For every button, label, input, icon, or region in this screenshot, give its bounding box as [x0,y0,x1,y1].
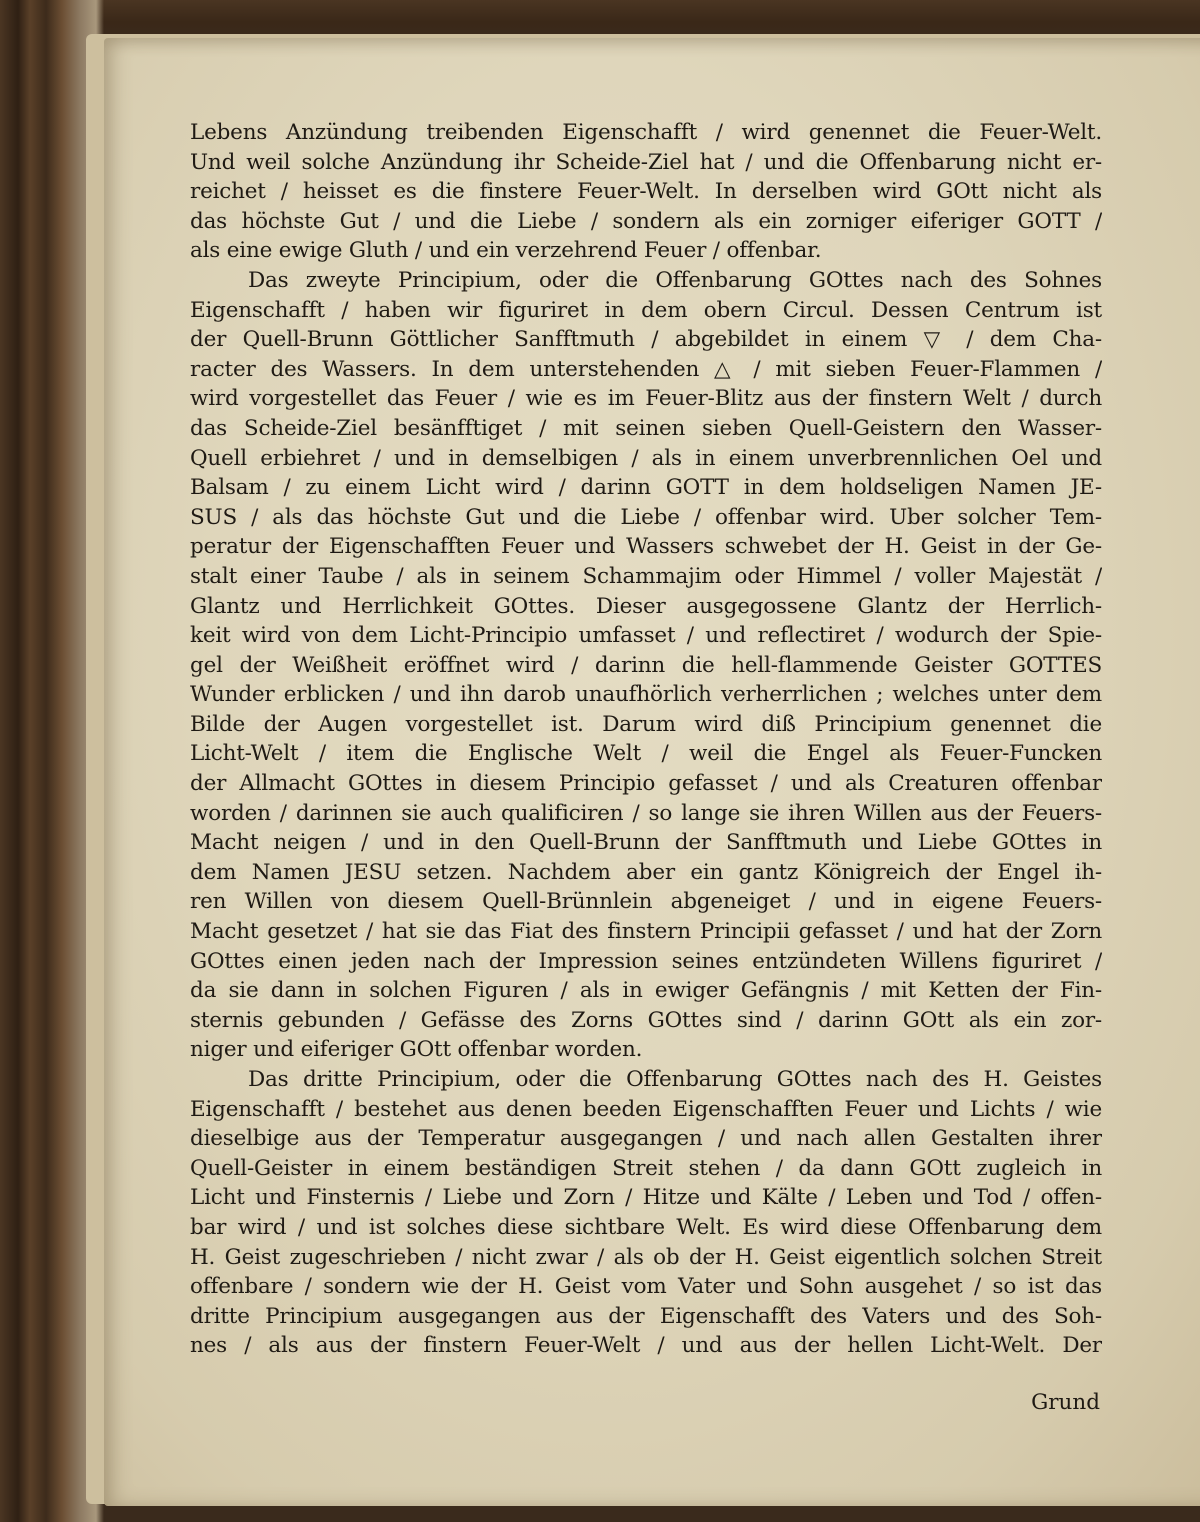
page-text [190,118,1102,1361]
text-line: da sie dann in solchen Figuren / als in ewiger Gefängnis / mit Ketten der Fin- [190,978,1102,1004]
text-line: offenbare / sondern wie der H. Geist vom Vater und Sohn ausgehet / so ist das [190,1274,1102,1300]
text-line: H. Geist zugeschrieben / nicht zwar / als ob der H. Geist eigentlich solchen Streit [190,1244,1102,1270]
text-line: Licht-Welt / item die Englische Welt / weil die Engel als Feuer-Funcken [190,741,1102,767]
text-line: worden / darinnen sie auch qualificiren / so lange sie ihren Willen aus der Feuers- [190,800,1102,826]
text-line: reichet / heisset es die finstere Feuer-Welt. In derselben wird GOtt nicht als [190,179,1102,205]
text-line: der Quell-Brunn Göttlicher Sanfftmuth / abgebildet in einem ▽ / dem Cha- [190,327,1102,353]
text-line: Balsam / zu einem Licht wird / darinn GOTT in dem holdseligen Namen JE- [190,475,1102,501]
text-line: nes / als aus der finstern Feuer-Welt / und aus der hellen Licht-Welt. Der [190,1333,1102,1359]
text-line: SUS / als das höchste Gut und die Liebe / offenbar wird. Uber solcher Tem- [190,504,1102,530]
text-line: Quell-Geister in einem beständigen Streit stehen / da dann GOtt zugleich in [190,1155,1102,1181]
text-line: peratur der Eigenschafften Feuer und Wassers schwebet der H. Geist in der Ge- [190,534,1102,560]
text-line: Macht gesetzet / hat sie das Fiat des finstern Principii gefasset / und hat der Zorn [190,919,1102,945]
text-line: Und weil solche Anzündung ihr Scheide-Ziel hat / und die Offenbarung nicht er- [190,149,1102,175]
text-line: ren Willen von diesem Quell-Brünnlein abgeneiget / und in eigene Feuers- [190,889,1102,915]
text-line: Macht neigen / und in den Quell-Brunn der Sanfftmuth und Liebe GOttes in [190,830,1102,856]
text-line: Eigenschafft / bestehet aus denen beeden Eigenschafften Feuer und Lichts / wie [190,1096,1102,1122]
text-line: stalt einer Taube / als in seinem Schammajim oder Himmel / voller Majestät / [190,563,1102,589]
text-line: das höchste Gut / und die Liebe / sondern als ein zorniger eiferiger GOTT / [190,208,1102,234]
text-line: sternis gebunden / Gefässe des Zorns GOttes sind / darinn GOtt als ein zor- [190,1007,1102,1033]
text-line: racter des Wassers. In dem unterstehenden △ / mit sieben Feuer-Flammen / [190,356,1102,382]
catchword: Grund [1031,1390,1100,1415]
text-line: Wunder erblicken / und ihn darob unaufhörlich verherrlichen ; welches unter dem [190,682,1102,708]
text-line: Lebens Anzündung treibenden Eigenschafft / wird genennet die Feuer-Welt. [190,120,1102,145]
text-line: dem Namen JESU setzen. Nachdem aber ein gantz Königreich der Engel ih- [190,859,1102,885]
text-line: Glantz und Herrlichkeit GOttes. Dieser ausgegossene Glantz der Herrlich- [190,593,1102,619]
text-line: keit wird von dem Licht-Principio umfasset / und reflectiret / wodurch der Spie- [190,623,1102,649]
text-line: Quell erbiehret / und in demselbigen / als in einem unverbrennlichen Oel und [190,445,1102,471]
text-line: bar wird / und ist solches diese sichtbare Welt. Es wird diese Offenbarung dem [190,1214,1102,1240]
text-line: dieselbige aus der Temperatur ausgegangen / und nach allen Gestalten ihrer [190,1126,1102,1152]
text-line: gel der Weißheit eröffnet wird / darinn die hell-flammende Geister GOTTES [190,652,1102,678]
text-line: GOttes einen jeden nach der Impression seines entzündeten Willens figuriret / [190,948,1102,974]
text-line: Bilde der Augen vorgestellet ist. Darum wird diß Principium genennet die [190,711,1102,737]
text-line: Eigenschafft / haben wir figuriret in dem obern Circul. Dessen Centrum ist [190,297,1102,323]
text-line: das Scheide-Ziel besänfftiget / mit seinen sieben Quell-Geistern den Wasser- [190,415,1102,441]
text-line: Licht und Finsternis / Liebe und Zorn / Hitze und Kälte / Leben und Tod / offen- [190,1185,1102,1211]
text-line: niger und eiferiger GOtt offenbar worden. [190,1037,643,1063]
text-line: dritte Principium ausgegangen aus der Eigenschafft des Vaters und des Soh- [190,1303,1102,1329]
text-line: der Allmacht GOttes in diesem Principio gefasset / und als Creaturen offenbar [190,771,1102,797]
text-line: als eine ewige Gluth / und ein verzehrend Feuer / offenbar. [190,238,822,264]
text-line: Das zweyte Principium, oder die Offenbarung GOttes nach des Sohnes [248,267,1102,293]
text-line: wird vorgestellet das Feuer / wie es im Feuer-Blitz aus der finstern Welt / durch [190,386,1102,412]
text-line: Das dritte Principium, oder die Offenbarung GOttes nach des H. Geistes [248,1067,1102,1092]
